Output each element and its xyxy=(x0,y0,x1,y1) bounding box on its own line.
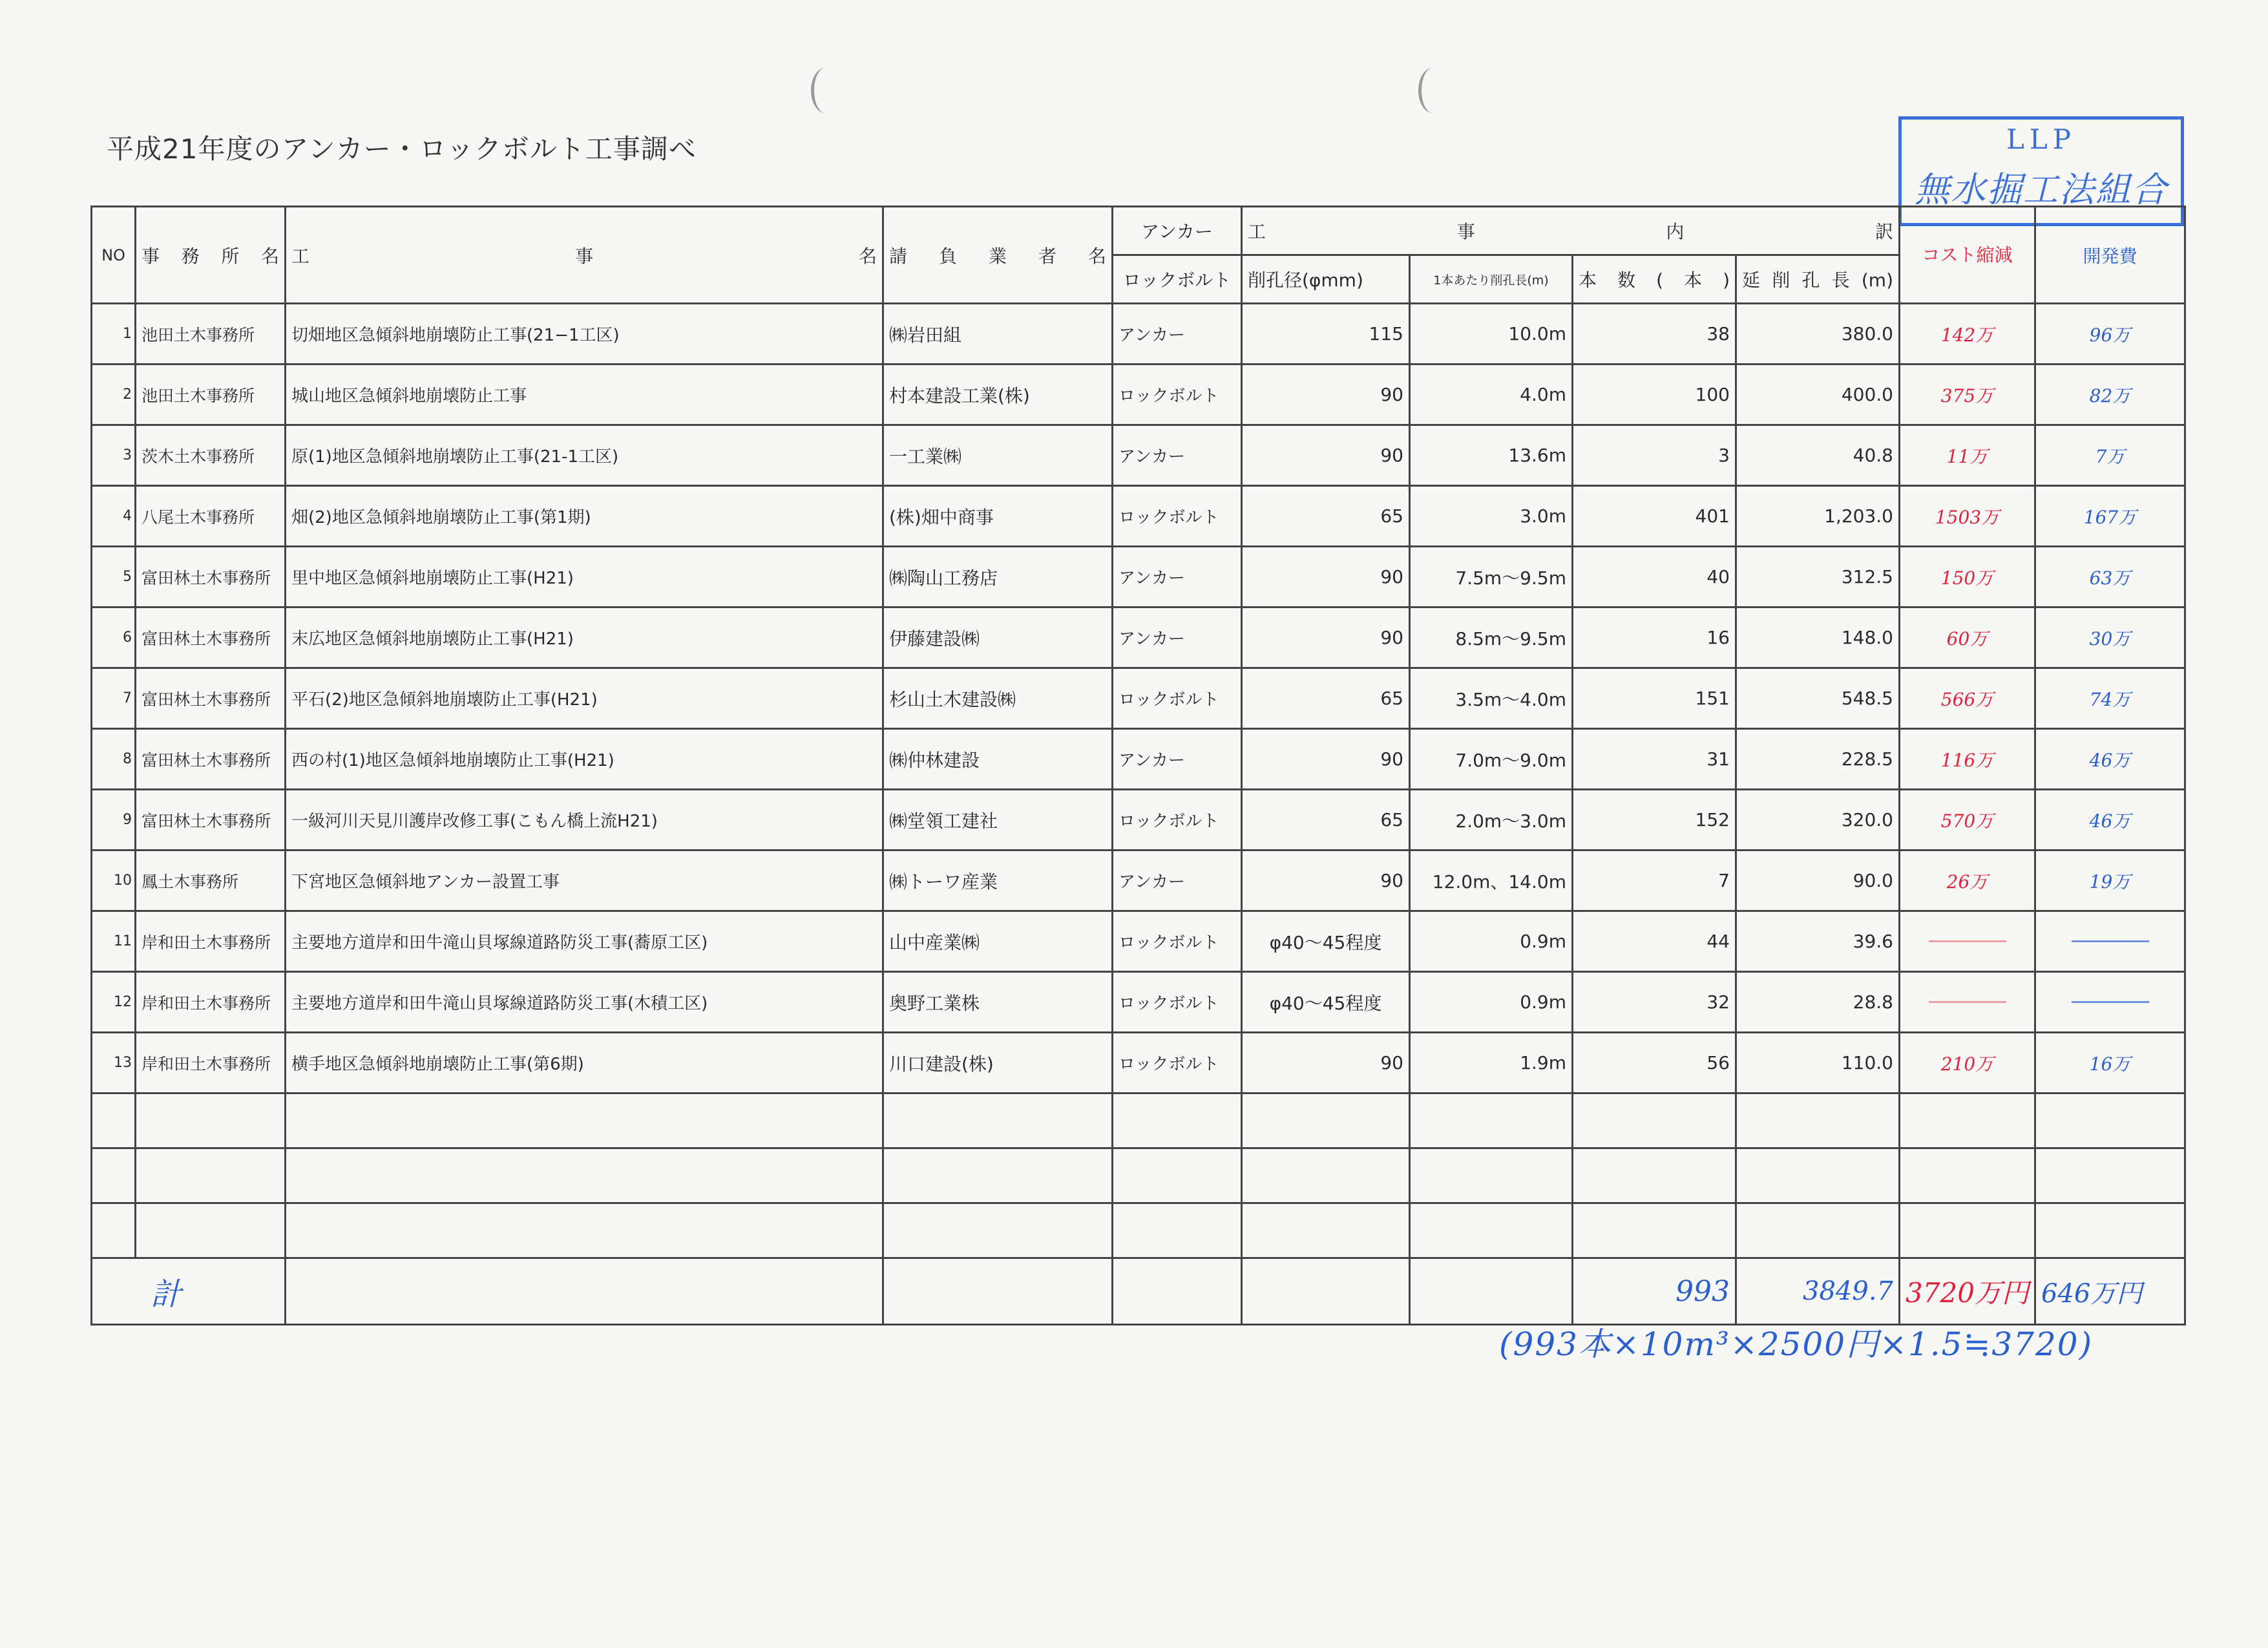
row-office: 茨木土木事務所 xyxy=(136,425,286,486)
row-type: アンカー xyxy=(1113,547,1242,607)
row-cost-reduction: 570万 xyxy=(1900,790,2035,850)
header-breakdown-b: 事 xyxy=(1456,221,1475,242)
header-breakdown-c: 内 xyxy=(1666,221,1685,242)
row-no: 11 xyxy=(92,911,136,972)
row-dev-cost: 16万 xyxy=(2035,1033,2185,1093)
row-diameter: φ40〜45程度 xyxy=(1242,972,1410,1033)
punch-hole-right xyxy=(1418,68,1447,113)
row-office: 池田土木事務所 xyxy=(136,304,286,364)
row-length-per: 1.9m xyxy=(1410,1033,1573,1093)
data-rows xyxy=(92,304,2185,1093)
row-count: 152 xyxy=(1573,790,1736,850)
row-office: 富田林土木事務所 xyxy=(136,790,286,850)
row-no: 5 xyxy=(92,547,136,607)
row-cost-reduction: 26万 xyxy=(1900,850,2035,911)
row-dev-cost: 7万 xyxy=(2035,425,2185,486)
row-dev-cost: 167万 xyxy=(2035,486,2185,547)
row-type: ロックボルト xyxy=(1113,911,1242,972)
header-work-left: 工 xyxy=(291,245,310,267)
row-count: 401 xyxy=(1573,486,1736,547)
header-type-anchor: アンカー xyxy=(1113,207,1242,255)
row-length-per: 13.6m xyxy=(1410,425,1573,486)
row-work-name: 原(1)地区急傾斜地崩壊防止工事(21-1工区) xyxy=(286,425,883,486)
row-no: 9 xyxy=(92,790,136,850)
stamp-line-2: 無水掘工法組合 xyxy=(1915,169,2168,210)
header-work-mid: 事 xyxy=(574,245,593,267)
row-diameter: 90 xyxy=(1242,364,1410,425)
row-contractor: ㈱仲林建設 xyxy=(883,729,1113,790)
row-work-name: 里中地区急傾斜地崩壊防止工事(H21) xyxy=(286,547,883,607)
row-contractor: ㈱トーワ産業 xyxy=(883,850,1113,911)
header-total-length: 延削孔長(m) xyxy=(1736,255,1900,304)
row-total-length: 320.0 xyxy=(1736,790,1900,850)
row-contractor: ㈱岩田組 xyxy=(883,304,1113,364)
table-row xyxy=(92,425,2185,486)
row-total-length: 39.6 xyxy=(1736,911,1900,972)
row-length-per: 3.5m〜4.0m xyxy=(1410,668,1573,729)
row-length-per: 8.5m〜9.5m xyxy=(1410,607,1573,668)
header-diameter: 削孔径(φmm) xyxy=(1242,255,1410,304)
row-work-name: 城山地区急傾斜地崩壊防止工事 xyxy=(286,364,883,425)
row-office: 岸和田土木事務所 xyxy=(136,972,286,1033)
row-type: ロックボルト xyxy=(1113,364,1242,425)
row-total-length: 548.5 xyxy=(1736,668,1900,729)
row-dev-cost: 30万 xyxy=(2035,607,2185,668)
row-office: 八尾土木事務所 xyxy=(136,486,286,547)
header-work-right: 名 xyxy=(858,245,877,267)
total-cost-reduction: 3720万円 xyxy=(1900,1258,2035,1325)
row-length-per: 0.9m xyxy=(1410,972,1573,1033)
table-row xyxy=(92,607,2185,668)
header-breakdown xyxy=(1242,207,1900,255)
row-office: 岸和田土木事務所 xyxy=(136,911,286,972)
row-count: 44 xyxy=(1573,911,1736,972)
table-row xyxy=(92,547,2185,607)
row-count: 32 xyxy=(1573,972,1736,1033)
row-cost-reduction: 11万 xyxy=(1900,425,2035,486)
row-dev-cost: 96万 xyxy=(2035,304,2185,364)
header-office: 事 務 所 名 xyxy=(136,207,286,304)
row-office: 富田林土木事務所 xyxy=(136,547,286,607)
row-no: 12 xyxy=(92,972,136,1033)
row-length-per: 7.5m〜9.5m xyxy=(1410,547,1573,607)
row-total-length: 228.5 xyxy=(1736,729,1900,790)
row-count: 100 xyxy=(1573,364,1736,425)
row-no: 3 xyxy=(92,425,136,486)
row-dev-cost: 46万 xyxy=(2035,790,2185,850)
row-no: 8 xyxy=(92,729,136,790)
row-dev-cost: 82万 xyxy=(2035,364,2185,425)
row-contractor: 村本建設工業(株) xyxy=(883,364,1113,425)
row-dev-cost xyxy=(2035,972,2185,1033)
row-work-name: 切畑地区急傾斜地崩壊防止工事(21−1工区) xyxy=(286,304,883,364)
row-contractor: 杉山土木建設㈱ xyxy=(883,668,1113,729)
row-no: 6 xyxy=(92,607,136,668)
table-row xyxy=(92,364,2185,425)
row-office: 富田林土木事務所 xyxy=(136,668,286,729)
row-cost-reduction: 1503万 xyxy=(1900,486,2035,547)
row-total-length: 40.8 xyxy=(1736,425,1900,486)
row-contractor: 山中産業㈱ xyxy=(883,911,1113,972)
header-row-1 xyxy=(92,207,2185,255)
row-work-name: 横手地区急傾斜地崩壊防止工事(第6期) xyxy=(286,1033,883,1093)
header-breakdown-d: 訳 xyxy=(1874,221,1893,242)
row-no: 1 xyxy=(92,304,136,364)
row-work-name: 下宮地区急傾斜地アンカー設置工事 xyxy=(286,850,883,911)
row-length-per: 0.9m xyxy=(1410,911,1573,972)
row-work-name: 主要地方道岸和田牛滝山貝塚線道路防災工事(木積工区) xyxy=(286,972,883,1033)
row-length-per: 3.0m xyxy=(1410,486,1573,547)
row-cost-reduction: 116万 xyxy=(1900,729,2035,790)
table-row xyxy=(92,486,2185,547)
row-no: 13 xyxy=(92,1033,136,1093)
row-contractor: (株)畑中商事 xyxy=(883,486,1113,547)
table-row xyxy=(92,911,2185,972)
total-dev-cost: 646万円 xyxy=(2035,1258,2185,1325)
header-work-name xyxy=(286,207,883,304)
row-dev-cost: 63万 xyxy=(2035,547,2185,607)
row-type: ロックボルト xyxy=(1113,1033,1242,1093)
row-work-name: 末広地区急傾斜地崩壊防止工事(H21) xyxy=(286,607,883,668)
row-cost-reduction: 566万 xyxy=(1900,668,2035,729)
row-cost-reduction: 142万 xyxy=(1900,304,2035,364)
row-no: 10 xyxy=(92,850,136,911)
row-cost-reduction xyxy=(1900,911,2035,972)
row-cost-reduction: 210万 xyxy=(1900,1033,2035,1093)
row-type: アンカー xyxy=(1113,729,1242,790)
row-diameter: 65 xyxy=(1242,668,1410,729)
row-diameter: 90 xyxy=(1242,850,1410,911)
row-diameter: 90 xyxy=(1242,1033,1410,1093)
header-contractor: 請 負 業 者 名 xyxy=(883,207,1113,304)
row-type: ロックボルト xyxy=(1113,486,1242,547)
row-diameter: 65 xyxy=(1242,790,1410,850)
row-cost-reduction xyxy=(1900,972,2035,1033)
row-length-per: 10.0m xyxy=(1410,304,1573,364)
row-contractor: 奥野工業株 xyxy=(883,972,1113,1033)
row-office: 富田林土木事務所 xyxy=(136,729,286,790)
row-cost-reduction: 60万 xyxy=(1900,607,2035,668)
row-no: 2 xyxy=(92,364,136,425)
cost-formula: (993本×10m³×2500円×1.5≒3720) xyxy=(1499,1326,2094,1363)
row-contractor: 川口建設(株) xyxy=(883,1033,1113,1093)
row-work-name: 平石(2)地区急傾斜地崩壊防止工事(H21) xyxy=(286,668,883,729)
punch-hole-left xyxy=(811,68,840,113)
row-work-name: 西の村(1)地区急傾斜地崩壊防止工事(H21) xyxy=(286,729,883,790)
row-work-name: 主要地方道岸和田牛滝山貝塚線道路防災工事(蕎原工区) xyxy=(286,911,883,972)
row-cost-reduction: 150万 xyxy=(1900,547,2035,607)
row-office: 岸和田土木事務所 xyxy=(136,1033,286,1093)
row-diameter: 90 xyxy=(1242,425,1410,486)
row-dev-cost: 74万 xyxy=(2035,668,2185,729)
header-length-per: 1本あたり削孔長(m) xyxy=(1410,255,1573,304)
row-type: アンカー xyxy=(1113,425,1242,486)
row-total-length: 380.0 xyxy=(1736,304,1900,364)
header-no: NO xyxy=(92,207,136,304)
row-total-length: 312.5 xyxy=(1736,547,1900,607)
row-total-length: 400.0 xyxy=(1736,364,1900,425)
empty-row xyxy=(92,1148,2185,1203)
row-length-per: 2.0m〜3.0m xyxy=(1410,790,1573,850)
row-contractor: 伊藤建設㈱ xyxy=(883,607,1113,668)
row-length-per: 7.0m〜9.0m xyxy=(1410,729,1573,790)
row-diameter: 115 xyxy=(1242,304,1410,364)
empty-row xyxy=(92,1203,2185,1258)
row-type: ロックボルト xyxy=(1113,668,1242,729)
row-dev-cost: 19万 xyxy=(2035,850,2185,911)
row-count: 151 xyxy=(1573,668,1736,729)
row-count: 3 xyxy=(1573,425,1736,486)
row-diameter: 65 xyxy=(1242,486,1410,547)
stamp-line-1: LLP xyxy=(2006,123,2077,155)
row-office: 池田土木事務所 xyxy=(136,364,286,425)
row-contractor: 一工業㈱ xyxy=(883,425,1113,486)
table-row xyxy=(92,790,2185,850)
row-type: アンカー xyxy=(1113,607,1242,668)
row-length-per: 4.0m xyxy=(1410,364,1573,425)
row-dev-cost: 46万 xyxy=(2035,729,2185,790)
row-no: 4 xyxy=(92,486,136,547)
total-length: 3849.7 xyxy=(1736,1258,1900,1325)
row-no: 7 xyxy=(92,668,136,729)
row-count: 16 xyxy=(1573,607,1736,668)
table-row xyxy=(92,972,2185,1033)
row-type: アンカー xyxy=(1113,304,1242,364)
row-dev-cost xyxy=(2035,911,2185,972)
row-total-length: 90.0 xyxy=(1736,850,1900,911)
construction-survey-table xyxy=(90,206,2186,1326)
row-count: 40 xyxy=(1573,547,1736,607)
table-row xyxy=(92,729,2185,790)
row-cost-reduction: 375万 xyxy=(1900,364,2035,425)
row-total-length: 110.0 xyxy=(1736,1033,1900,1093)
row-type: ロックボルト xyxy=(1113,972,1242,1033)
total-row xyxy=(92,1258,2185,1325)
total-label: 計 xyxy=(92,1258,286,1325)
header-dev-cost: 開発費 xyxy=(2035,207,2185,304)
row-office: 富田林土木事務所 xyxy=(136,607,286,668)
row-office: 鳳土木事務所 xyxy=(136,850,286,911)
row-work-name: 畑(2)地区急傾斜地崩壊防止工事(第1期) xyxy=(286,486,883,547)
row-count: 38 xyxy=(1573,304,1736,364)
header-type-rockbolt: ロックボルト xyxy=(1113,255,1242,304)
row-diameter: 90 xyxy=(1242,607,1410,668)
row-contractor: ㈱陶山工務店 xyxy=(883,547,1113,607)
row-diameter: 90 xyxy=(1242,729,1410,790)
empty-row xyxy=(92,1093,2185,1148)
table-row xyxy=(92,850,2185,911)
row-total-length: 1,203.0 xyxy=(1736,486,1900,547)
row-count: 31 xyxy=(1573,729,1736,790)
table-row xyxy=(92,1033,2185,1093)
row-count: 56 xyxy=(1573,1033,1736,1093)
row-work-name: 一級河川天見川護岸改修工事(こもん橋上流H21) xyxy=(286,790,883,850)
row-type: アンカー xyxy=(1113,850,1242,911)
table-row xyxy=(92,668,2185,729)
row-diameter: 90 xyxy=(1242,547,1410,607)
row-total-length: 148.0 xyxy=(1736,607,1900,668)
row-contractor: ㈱堂領工建社 xyxy=(883,790,1113,850)
page-title: 平成21年度のアンカー・ロックボルト工事調べ xyxy=(107,133,697,165)
header-count: 本 数 ( 本 ) xyxy=(1573,255,1736,304)
row-total-length: 28.8 xyxy=(1736,972,1900,1033)
row-diameter: φ40〜45程度 xyxy=(1242,911,1410,972)
row-length-per: 12.0m、14.0m xyxy=(1410,850,1573,911)
row-type: ロックボルト xyxy=(1113,790,1242,850)
table-row xyxy=(92,304,2185,364)
row-count: 7 xyxy=(1573,850,1736,911)
total-count: 993 xyxy=(1573,1258,1736,1325)
header-cost-reduction: コスト縮減 xyxy=(1900,207,2035,304)
header-breakdown-a: 工 xyxy=(1248,221,1266,242)
